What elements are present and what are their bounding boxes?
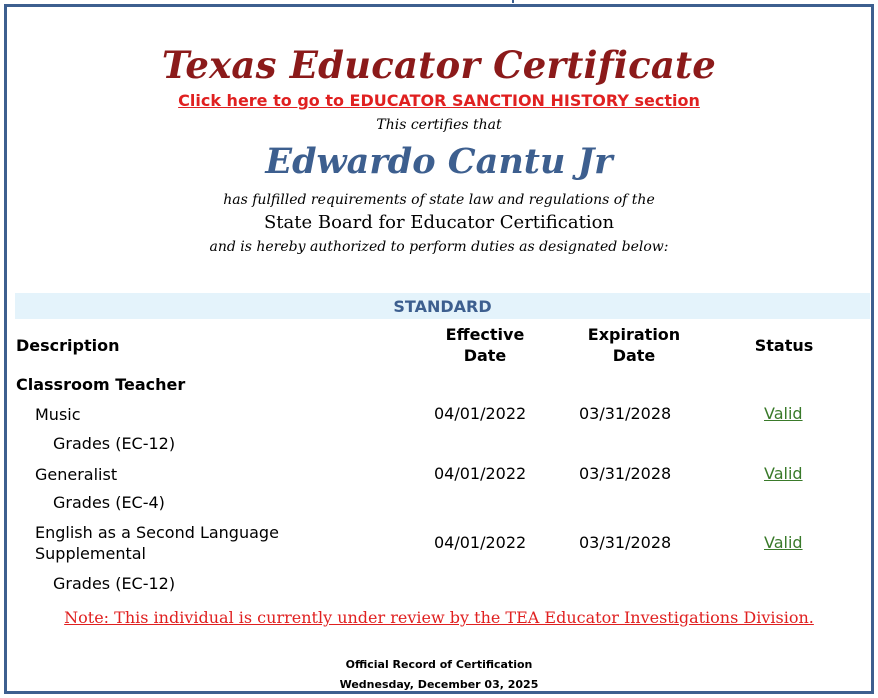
certificate-title: Texas Educator Certificate xyxy=(161,43,717,87)
row-status-valid-link[interactable]: Valid xyxy=(764,404,803,423)
row-status-valid-link[interactable]: Valid xyxy=(764,533,803,552)
row-expiration-date: 03/31/2028 xyxy=(579,533,672,552)
row-grades: Grades (EC-12) xyxy=(53,434,176,453)
official-record-label: Official Record of Certification xyxy=(345,658,533,671)
fulfilled-text: has fulfilled requirements of state law and regulations of the xyxy=(223,192,655,208)
role-classroom-teacher: Classroom Teacher xyxy=(16,375,186,394)
holder-name: Edwardo Cantu Jr xyxy=(265,141,613,182)
row-status-valid-link[interactable]: Valid xyxy=(764,464,803,483)
record-date: Wednesday, December 03, 2025 xyxy=(339,678,539,691)
header-effective-date xyxy=(425,324,545,366)
top-edge-mark xyxy=(512,0,514,3)
header-status: Status xyxy=(754,336,814,355)
header-effective-line2: Date xyxy=(463,346,507,365)
header-expiration-line1: Expiration xyxy=(587,325,681,344)
row-expiration-date: 03/31/2028 xyxy=(579,464,672,483)
investigation-note: Note: This individual is currently under review by the TEA Educator Investigations Division. xyxy=(64,608,814,627)
board-name: State Board for Educator Certification xyxy=(263,212,615,233)
certifies-text: This certifies that xyxy=(376,117,502,133)
header-expiration-line2: Date xyxy=(612,346,656,365)
row-expiration-date: 03/31/2028 xyxy=(579,404,672,423)
row-effective-date: 04/01/2022 xyxy=(434,404,527,423)
header-expiration-date xyxy=(569,324,699,366)
row-subject xyxy=(35,522,279,564)
certificate-frame xyxy=(4,4,874,694)
row-grades: Grades (EC-12) xyxy=(53,574,176,593)
authorized-text: and is hereby authorized to perform duties as designated below: xyxy=(209,239,669,255)
row-subject: Music xyxy=(35,405,81,424)
header-description: Description xyxy=(16,336,120,355)
row-effective-date: 04/01/2022 xyxy=(434,533,527,552)
row-effective-date: 04/01/2022 xyxy=(434,464,527,483)
row-subject: Generalist xyxy=(35,465,118,484)
section-band-standard: STANDARD xyxy=(15,293,870,319)
row-subject-line2: Supplemental xyxy=(35,544,146,563)
header-effective-line1: Effective xyxy=(445,325,525,344)
sanction-history-link[interactable]: Click here to go to EDUCATOR SANCTION HISTORY section xyxy=(178,91,700,110)
row-grades: Grades (EC-4) xyxy=(53,493,165,512)
row-subject-line1: English as a Second Language xyxy=(35,523,279,542)
